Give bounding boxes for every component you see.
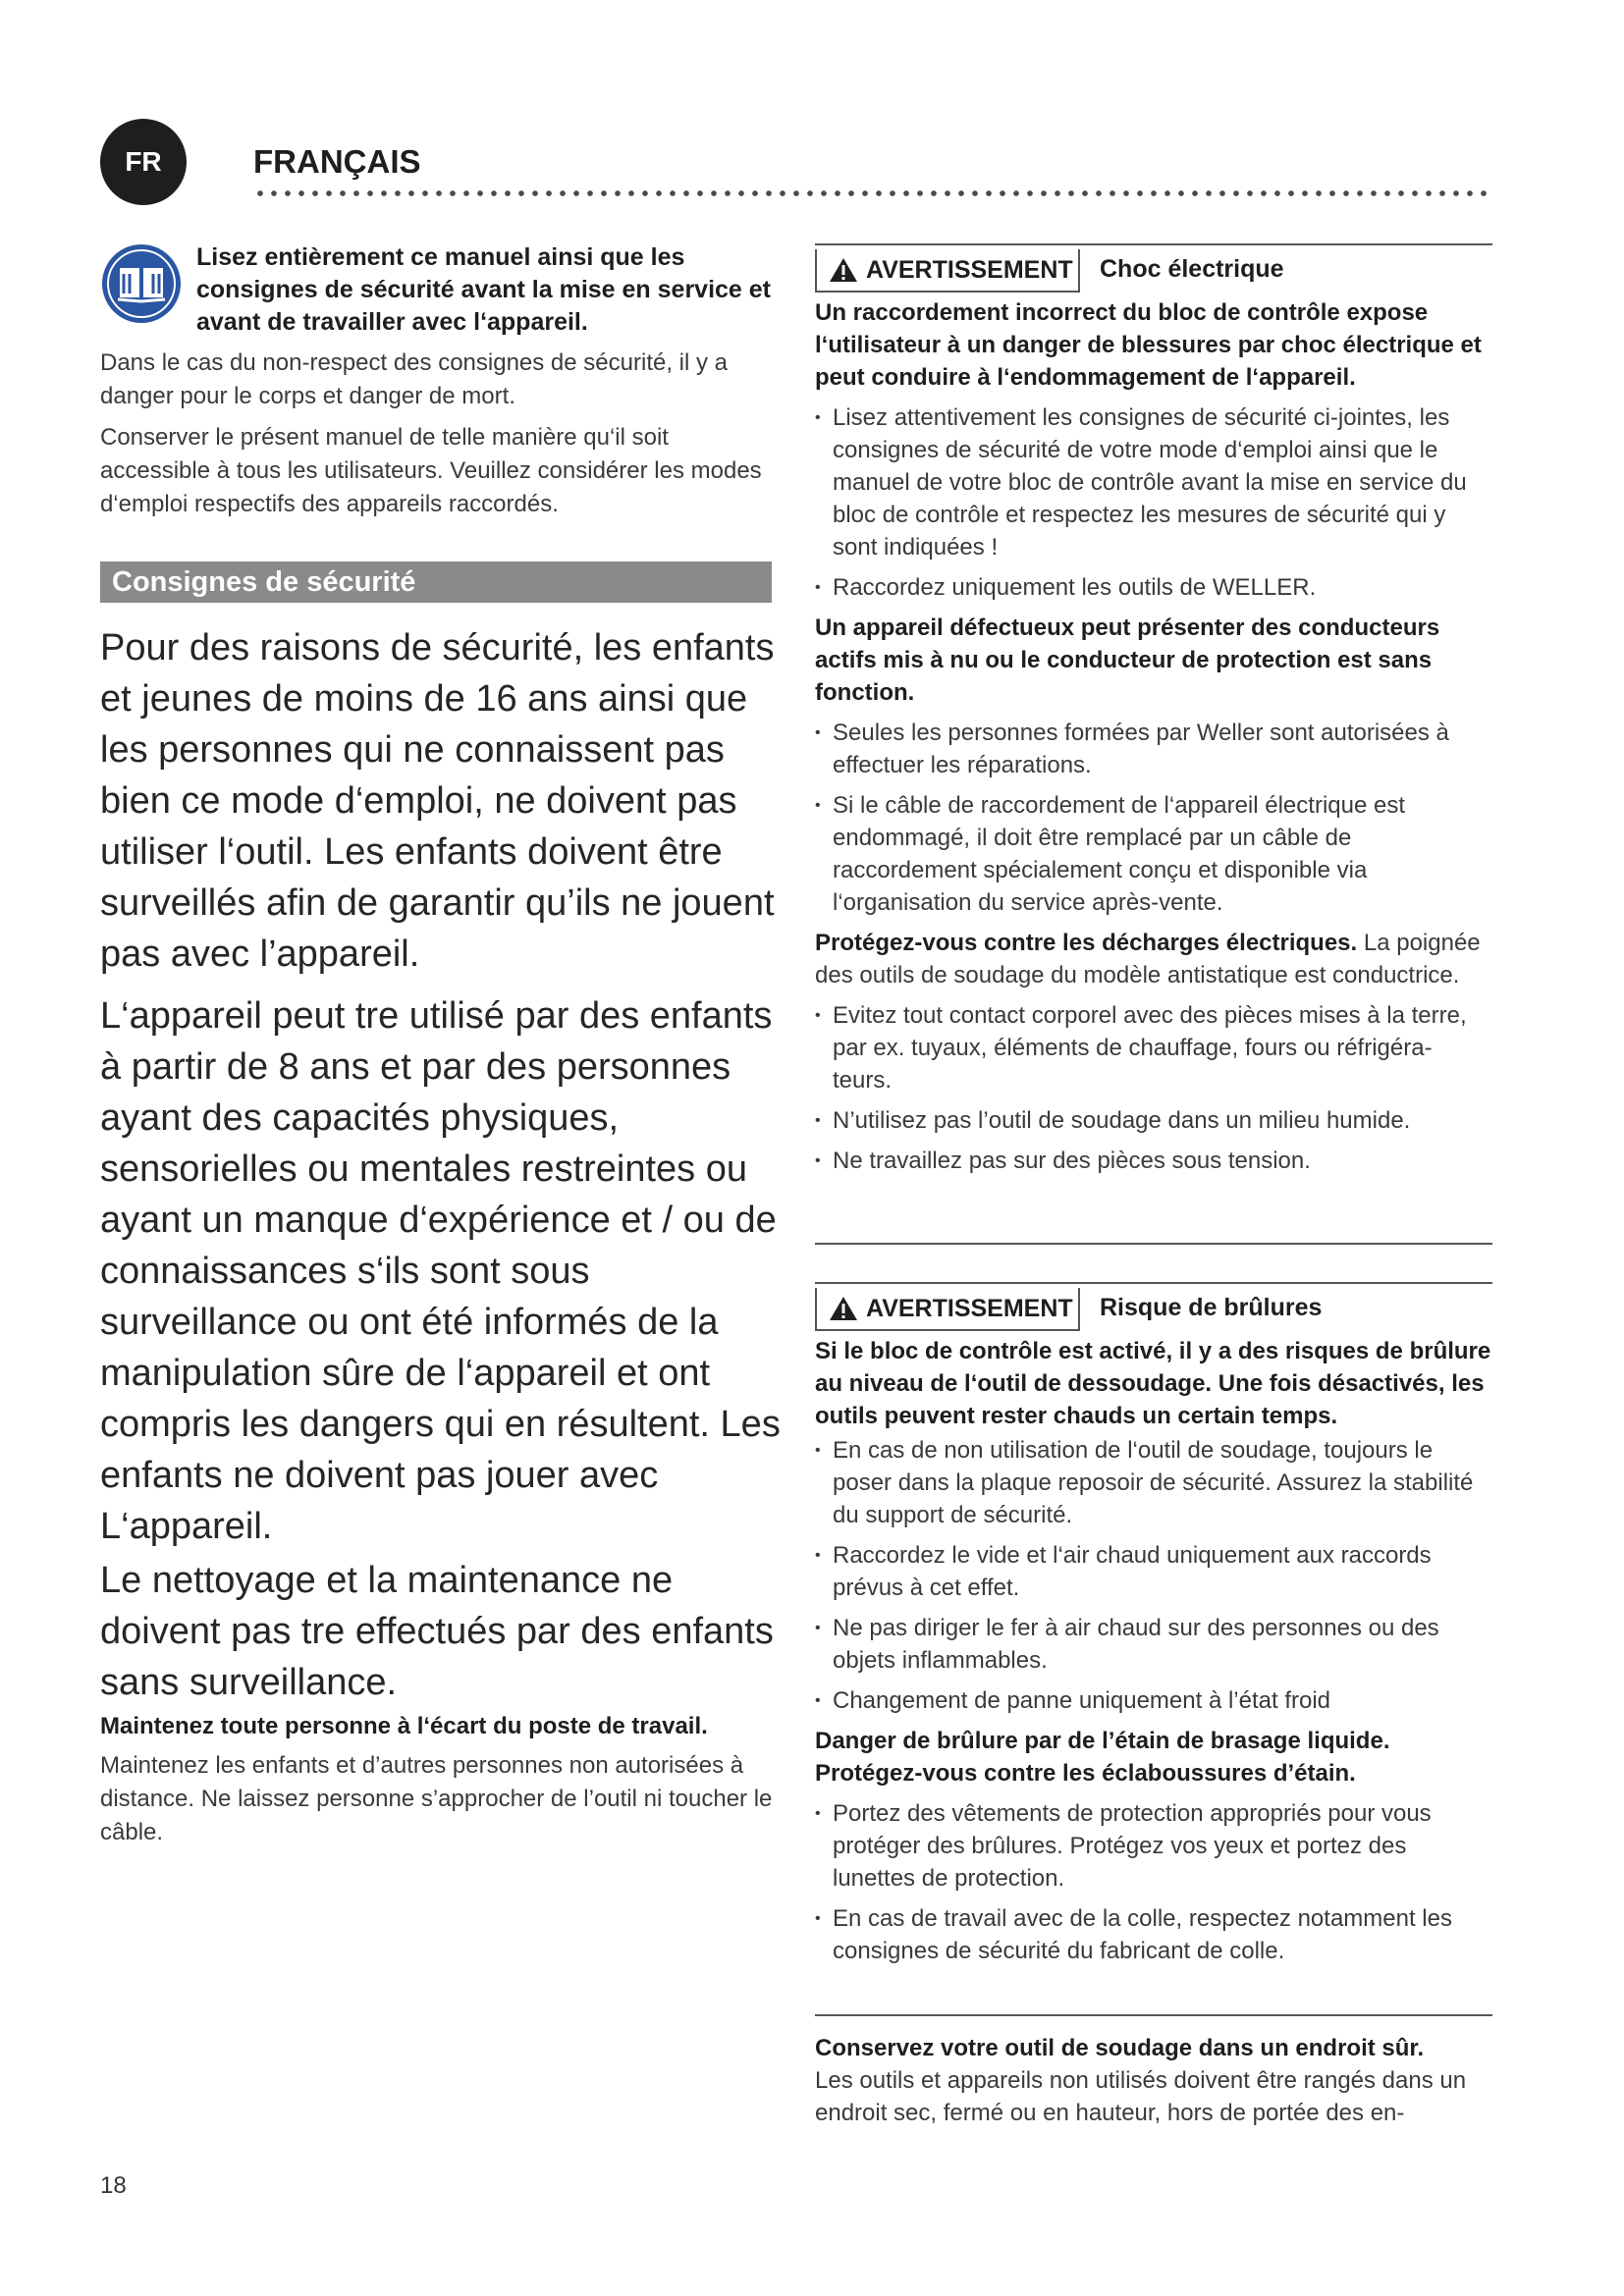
warning-burn-bold-1: Si le bloc de contrôle est activé, il y a des risques de brûlure au niveau de l‘outil de dessoudage. Une fois désactivés, les outils peuvent rester chauds un certain temps. [815, 1338, 1491, 1429]
storage-section [815, 2032, 1492, 2129]
dotted-divider [253, 189, 1490, 197]
safety-large-paragraph-1: Pour des raisons de sécurité, les enfants et jeunes de moins de 16 ans ainsi que les personnes qui ne connaissent pas bien ce mode d‘emploi, ne doivent pas utiliser l‘outil. Les enfants doivent être surveillés afin de garantir qu’ils ne jouent pas avec l’appareil. [100, 627, 775, 975]
warning-topic: Choc électrique [1100, 255, 1284, 283]
list-item: • Raccordez uniquement les outils de WELLER. [815, 571, 1492, 604]
manual-book-icon [100, 242, 183, 325]
warning-electric-header [815, 243, 1492, 293]
warning-burn-bold-2: Danger de brûlure par de l’étain de brasage liquide. Protégez-vous contre les éclaboussures d’étain. [815, 1728, 1390, 1787]
intro-notice: Lisez entièrement ce manuel ainsi que les consignes de sécurité avant la mise en service et avant de travailler avec l‘appareil. [196, 243, 772, 336]
list-item: • En cas de non utilisation de l‘outil de soudage, toujours le poser dans la plaque reposoir de sécurité. Assurez la stabilité du support de sécurité. [815, 1434, 1492, 1531]
protect-text: La poignée des outils de soudage du modèle antistatique est conductrice. [815, 930, 1481, 988]
list-item: • Lisez attentivement les consignes de sécurité ci-jointes, les consignes de sécurité de votre mode d‘emploi ainsi que le manuel de votre bloc de contrôle avant la mise en service du bloc de contrôle et respectez les mesures de sécurité qui y sont indiquées ! [815, 401, 1492, 563]
warning-triangle-icon [829, 1296, 858, 1321]
warning-label-box [815, 1288, 1080, 1331]
warning-electric-list-2 [815, 717, 1492, 919]
language-title: FRANÇAIS [253, 143, 421, 180]
list-item: • Evitez tout contact corporel avec des pièces mises à la terre, par ex. tuyaux, éléments de chauffage, fours ou réfrigéra- teurs. [815, 999, 1492, 1096]
divider [815, 2014, 1492, 2016]
list-item: • Portez des vêtements de protection appropriés pour vous protéger des brûlures. Protégez vos yeux et portez des lunettes de protection. [815, 1797, 1492, 1895]
list-item: • En cas de travail avec de la colle, respectez notamment les consignes de sécurité du fabricant de colle. [815, 1902, 1492, 1967]
warning-label: AVERTISSEMENT [866, 1294, 1073, 1322]
list-item: • Changement de panne uniquement à l’état froid [815, 1684, 1492, 1717]
warning-burn-list-1 [815, 1434, 1492, 1717]
warning-topic: Risque de brûlures [1100, 1294, 1323, 1321]
intro-paragraph-2: Conserver le présent manuel de telle manière qu‘il soit accessible à tous les utilisateurs. Veuillez considérer les modes d‘emploi respectifs des appareils raccordés. [100, 424, 762, 517]
warning-electric-bold-1: Un raccordement incorrect du bloc de contrôle expose l‘utilisateur à un danger de blessures par choc électrique et peut conduire à l‘endommagement de l‘appareil. [815, 299, 1482, 391]
warning-electric-bold-2: Un appareil défectueux peut présenter des conducteurs actifs mis à nu ou le conducteur de protection est sans fonction. [815, 614, 1440, 706]
safety-large-paragraph-2: L‘appareil peut tre utilisé par des enfants à partir de 8 ans et par des personnes ayant des capacités physiques, sensorielles ou mentales restreintes ou ayant un manque d‘expérience et / ou de connaissances s‘ils sont sous surveillance ou ont été informés de la manipulation sûre de l‘appareil et ont compris les dangers qui en résultent. Les enfants ne doivent pas jouer avec L‘appareil. [100, 995, 781, 1547]
workplace-heading: Maintenez toute personne à l‘écart du poste de travail. [100, 1713, 708, 1739]
storage-text: Les outils et appareils non utilisés doivent être rangés dans un endroit sec, fermé ou en hauteur, hors de portée des en- [815, 2067, 1467, 2126]
protect-paragraph [815, 927, 1492, 991]
divider [815, 1243, 1492, 1245]
list-item: • Si le câble de raccordement de l‘appareil électrique est endommagé, il doit être remplacé par un câble de raccordement spécialement conçu et disponible via l‘organisation du service après-vente. [815, 789, 1492, 919]
list-item: • Ne travaillez pas sur des pièces sous tension. [815, 1145, 1492, 1177]
warning-burn-content [815, 1335, 1492, 1975]
warning-label-box [815, 249, 1080, 293]
workplace-text: Maintenez les enfants et d’autres personnes non autorisées à distance. Ne laissez personne s’approcher de l’outil ni toucher le câble. [100, 1752, 773, 1845]
list-item: • N’utilisez pas l’outil de soudage dans un milieu humide. [815, 1104, 1492, 1137]
language-badge: FR [100, 119, 187, 205]
safety-large-paragraph-3: Le nettoyage et la maintenance ne doivent pas tre effectués par des enfants sans surveillance. [100, 1560, 774, 1703]
list-item: • Ne pas diriger le fer à air chaud sur des personnes ou des objets inflammables. [815, 1612, 1492, 1677]
safety-section-title: Consignes de sécurité [100, 561, 772, 603]
protect-bold: Protégez-vous contre les décharges électriques. [815, 930, 1358, 956]
warning-burn-list-2 [815, 1797, 1492, 1967]
intro-paragraph-1: Dans le cas du non-respect des consignes de sécurité, il y a danger pour le corps et danger de mort. [100, 349, 729, 409]
warning-electric-list-1 [815, 401, 1492, 604]
list-item: • Seules les personnes formées par Weller sont autorisées à effectuer les réparations. [815, 717, 1492, 781]
list-item: • Raccordez le vide et l‘air chaud uniquement aux raccords prévus à cet effet. [815, 1539, 1492, 1604]
page-number: 18 [100, 2172, 127, 2199]
warning-electric-list-3 [815, 999, 1492, 1177]
warning-electric-content [815, 296, 1492, 1185]
warning-label: AVERTISSEMENT [866, 255, 1073, 284]
warning-triangle-icon [829, 257, 858, 283]
warning-burn-header [815, 1282, 1492, 1331]
storage-heading: Conservez votre outil de soudage dans un endroit sûr. [815, 2035, 1425, 2061]
